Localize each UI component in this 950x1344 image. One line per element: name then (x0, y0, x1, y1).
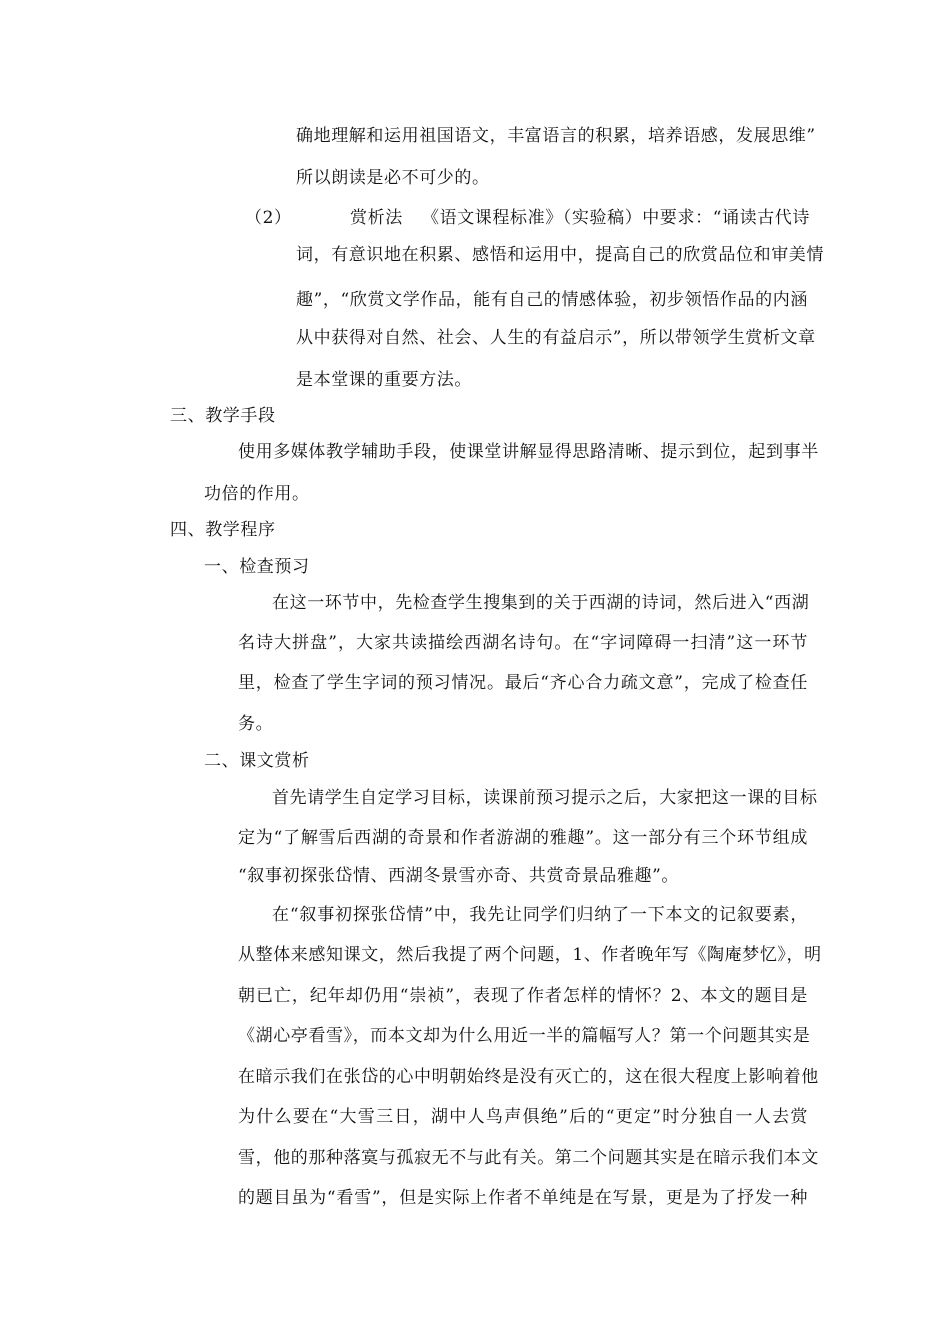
paragraph-line: 雪，他的那种落寞与孤寂无不与此有关。第二个问题其实是在暗示我们本文 (238, 1148, 819, 1168)
paragraph-line: 从整体来感知课文，然后我提了两个问题，1、作者晚年写《陶庵梦忆》，明 (238, 945, 822, 965)
paragraph-line: 使用多媒体教学辅助手段，使课堂讲解显得思路清晰、提示到位，起到事半 (238, 442, 819, 462)
section-heading: 四、教学程序 (170, 520, 276, 540)
paragraph-line: 确地理解和运用祖国语文，丰富语言的积累，培养语感，发展思维” (296, 126, 816, 146)
paragraph-line: 《湖心亭看雪》，而本文却为什么用近一半的篇幅写人？第一个问题其实是 (238, 1026, 811, 1046)
list-number: （2） (245, 208, 292, 228)
paragraph-line: 名诗大拼盘”，大家共读描绘西湖名诗句。在“字词障碍一扫清”这一环节 (238, 633, 808, 653)
paragraph-line: 趣”，“欣赏文学作品，能有自己的情感体验，初步领悟作品的内涵 (296, 290, 808, 310)
section-heading: 三、教学手段 (170, 406, 276, 426)
paragraph-line: 所以朗读是必不可少的。 (296, 168, 490, 188)
paragraph-line: 从中获得对自然、社会、人生的有益启示”，所以带领学生赏析文章 (296, 328, 816, 348)
paragraph-line: 里，检查了学生字词的预习情况。最后“齐心合力疏文意”，完成了检查任 (238, 673, 808, 693)
paragraph-line: 在“叙事初探张岱情”中，我先让同学们归纳了一下本文的记叙要素， (272, 905, 808, 925)
paragraph-line: 首先请学生自定学习目标，读课前预习提示之后，大家把这一课的目标 (272, 788, 818, 808)
subsection-heading: 一、检查预习 (204, 557, 310, 577)
paragraph-line: 功倍的作用。 (204, 484, 310, 504)
paragraph-line: 的题目虽为“看雪”，但是实际上作者不单纯是在写景，更是为了抒发一种 (238, 1188, 808, 1208)
paragraph-line: 务。 (238, 714, 274, 734)
paragraph-line: 在暗示我们在张岱的心中明朝始终是没有灭亡的，这在很大程度上影响着他 (238, 1067, 819, 1087)
paragraph-line: 在这一环节中，先检查学生搜集到的关于西湖的诗词，然后进入“西湖 (272, 593, 810, 613)
paragraph-line: 《语文课程标准》（实验稿）中要求：“诵读古代诗 (422, 208, 810, 228)
subsection-heading: 二、课文赏析 (204, 751, 310, 771)
paragraph-line: “叙事初探张岱情、西湖冬景雪亦奇、共赏奇景品雅趣”。 (238, 866, 679, 886)
method-title: 赏析法 (350, 208, 403, 228)
paragraph-line: 朝已亡，纪年却仍用“崇祯”，表现了作者怎样的情怀？2、本文的题目是 (238, 986, 808, 1006)
paragraph-line: 是本堂课的重要方法。 (296, 370, 472, 390)
paragraph-line: 为什么要在“大雪三日，湖中人鸟声俱绝”后的“更定”时分独自一人去赏 (238, 1107, 808, 1127)
paragraph-line: 词，有意识地在积累、感悟和运用中，提高自己的欣赏品位和审美情 (296, 245, 824, 265)
paragraph-line: 定为“了解雪后西湖的奇景和作者游湖的雅趣”。这一部分有三个环节组成 (238, 828, 808, 848)
